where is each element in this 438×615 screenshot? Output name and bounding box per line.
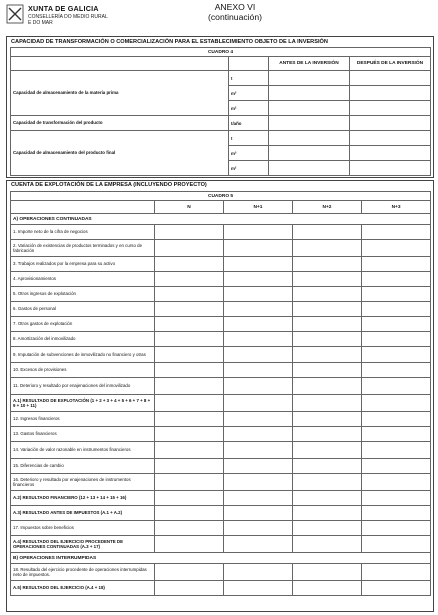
row-raw-material-storage: Capacidad de almacenamiento de la materia prima <box>11 71 229 116</box>
department-name <box>28 14 108 26</box>
amount-input-cell[interactable] <box>155 378 224 395</box>
amount-input-cell[interactable] <box>155 272 224 287</box>
amount-input-cell[interactable] <box>293 581 362 596</box>
amount-input-cell[interactable] <box>293 302 362 317</box>
amount-input-cell[interactable] <box>293 412 362 427</box>
account-line-label: 5. Otros ingresos de explotación <box>11 287 155 302</box>
amount-input-cell[interactable] <box>293 257 362 272</box>
amount-input-cell[interactable] <box>155 506 224 521</box>
amount-input-cell[interactable] <box>155 332 224 347</box>
amount-input-cell[interactable] <box>155 412 224 427</box>
amount-input-cell[interactable] <box>224 412 293 427</box>
amount-input-cell[interactable] <box>293 442 362 459</box>
org-name: XUNTA DE GALICIA <box>28 4 99 13</box>
account-line-label: 8. Amortización del inmovilizado <box>11 332 155 347</box>
input-cell[interactable] <box>269 101 350 116</box>
amount-input-cell[interactable] <box>155 363 224 378</box>
unit-cell: m³ <box>229 86 269 101</box>
amount-input-cell[interactable] <box>293 459 362 474</box>
amount-input-cell[interactable] <box>293 317 362 332</box>
row-final-product-storage: Capacidad de almacenamiento del producto final <box>11 131 229 176</box>
amount-input-cell[interactable] <box>293 287 362 302</box>
amount-input-cell[interactable] <box>362 363 431 378</box>
amount-input-cell[interactable] <box>293 427 362 442</box>
amount-input-cell[interactable] <box>293 272 362 287</box>
account-line-label: 15. Diferencias de cambio <box>11 459 155 474</box>
amount-input-cell[interactable] <box>293 240 362 257</box>
account-line-label: 7. Otros gastos de explotación <box>11 317 155 332</box>
input-cell[interactable] <box>350 131 431 146</box>
input-cell[interactable] <box>269 146 350 161</box>
input-cell[interactable] <box>269 131 350 146</box>
amount-input-cell[interactable] <box>293 536 362 553</box>
amount-input-cell[interactable] <box>362 459 431 474</box>
group-b-header: B) OPERACIONES INTERRUMPIDAS <box>11 553 431 564</box>
input-cell[interactable] <box>269 116 350 131</box>
amount-input-cell[interactable] <box>224 491 293 506</box>
amount-input-cell[interactable] <box>293 363 362 378</box>
input-cell[interactable] <box>269 71 350 86</box>
amount-input-cell[interactable] <box>362 412 431 427</box>
unit-cell: m² <box>229 101 269 116</box>
group-a-header: A) OPERACIONES CONTINUADAS <box>11 214 431 225</box>
year-col-header: N+3 <box>362 201 431 214</box>
amount-input-cell[interactable] <box>224 581 293 596</box>
amount-input-cell[interactable] <box>293 506 362 521</box>
amount-input-cell[interactable] <box>293 521 362 536</box>
amount-input-cell[interactable] <box>155 474 224 491</box>
amount-input-cell[interactable] <box>362 491 431 506</box>
amount-input-cell[interactable] <box>224 378 293 395</box>
unit-cell: t <box>229 131 269 146</box>
amount-input-cell[interactable] <box>224 363 293 378</box>
amount-input-cell[interactable] <box>224 225 293 240</box>
amount-input-cell[interactable] <box>224 302 293 317</box>
income-statement-title: CUENTA DE EXPLOTACIÓN DE LA EMPRESA (INCLUYENDO PROYECTO) <box>11 182 207 188</box>
amount-input-cell[interactable] <box>362 347 431 363</box>
account-line-label: 4. Aprovisionamientos <box>11 272 155 287</box>
input-cell[interactable] <box>350 146 431 161</box>
amount-input-cell[interactable] <box>155 427 224 442</box>
document-header <box>4 2 434 36</box>
account-line-label: 13. Gastos financieros <box>11 427 155 442</box>
amount-input-cell[interactable] <box>155 225 224 240</box>
amount-input-cell[interactable] <box>155 536 224 553</box>
amount-input-cell[interactable] <box>224 317 293 332</box>
amount-input-cell[interactable] <box>362 317 431 332</box>
amount-input-cell[interactable] <box>155 302 224 317</box>
amount-input-cell[interactable] <box>155 459 224 474</box>
amount-input-cell[interactable] <box>155 317 224 332</box>
amount-input-cell[interactable] <box>224 257 293 272</box>
amount-input-cell[interactable] <box>224 459 293 474</box>
amount-input-cell[interactable] <box>155 491 224 506</box>
unit-cell: m³ <box>229 146 269 161</box>
capacity-section <box>6 36 434 178</box>
amount-input-cell[interactable] <box>362 427 431 442</box>
amount-input-cell[interactable] <box>362 225 431 240</box>
cuadro-4-table <box>10 47 431 176</box>
amount-input-cell[interactable] <box>362 474 431 491</box>
amount-input-cell[interactable] <box>362 581 431 596</box>
amount-input-cell[interactable] <box>224 506 293 521</box>
amount-input-cell[interactable] <box>224 427 293 442</box>
amount-input-cell[interactable] <box>224 287 293 302</box>
amount-input-cell[interactable] <box>224 395 293 412</box>
annex-subtitle: (continuación) <box>208 12 262 22</box>
account-line-label: 12. Ingresos financieros <box>11 412 155 427</box>
annex-title: ANEXO VI <box>214 2 256 12</box>
col-after-investment: DESPUÉS DE LA INVERSIÓN <box>350 57 431 71</box>
amount-input-cell[interactable] <box>155 564 224 581</box>
amount-input-cell[interactable] <box>155 287 224 302</box>
amount-input-cell[interactable] <box>362 302 431 317</box>
amount-input-cell[interactable] <box>224 272 293 287</box>
input-cell[interactable] <box>350 101 431 116</box>
amount-input-cell[interactable] <box>293 474 362 491</box>
year-col-header: N+1 <box>224 201 293 214</box>
amount-input-cell[interactable] <box>224 521 293 536</box>
amount-input-cell[interactable] <box>155 257 224 272</box>
amount-input-cell[interactable] <box>224 474 293 491</box>
account-line-label: A.5) RESULTADO DEL EJERCICIO (A.4 + 18) <box>11 581 155 596</box>
amount-input-cell[interactable] <box>224 536 293 553</box>
header-empty-cell <box>11 201 155 214</box>
department-line-1: CONSELLERÍA DO MEDIO RURAL <box>28 14 108 20</box>
annex-title-block <box>200 2 270 22</box>
account-line-label: 14. Variación de valor razonable en instrumentos financieros <box>11 442 155 459</box>
amount-input-cell[interactable] <box>362 240 431 257</box>
amount-input-cell[interactable] <box>155 240 224 257</box>
input-cell[interactable] <box>350 116 431 131</box>
amount-input-cell[interactable] <box>155 395 224 412</box>
amount-input-cell[interactable] <box>155 521 224 536</box>
col-before-investment: ANTES DE LA INVERSIÓN <box>269 57 350 71</box>
row-product-transformation: Capacidad de transformación del producto <box>11 116 229 131</box>
account-line-label: 1. Importe neto de la cifra de negocios <box>11 225 155 240</box>
account-line-label: A.4) RESULTADO DEL EJERCICIO PROCEDENTE DE OPERACIONES CONTINUADAS (A.3 + 17) <box>11 536 155 553</box>
amount-input-cell[interactable] <box>362 521 431 536</box>
account-line-label: 18. Resultado del ejercicio procedente de operaciones interrumpidas neto de impuestos. <box>11 564 155 581</box>
account-line-label: 11. Deterioro y resultado por enajenaciones del inmovilizado <box>11 378 155 395</box>
amount-input-cell[interactable] <box>155 347 224 363</box>
amount-input-cell[interactable] <box>293 347 362 363</box>
amount-input-cell[interactable] <box>362 257 431 272</box>
amount-input-cell[interactable] <box>293 378 362 395</box>
account-line-label: 2. Variación de existencias de productos terminados y en curso de fabricación <box>11 240 155 257</box>
input-cell[interactable] <box>269 86 350 101</box>
unit-cell: t <box>229 71 269 86</box>
input-cell[interactable] <box>350 161 431 176</box>
amount-input-cell[interactable] <box>362 506 431 521</box>
input-cell[interactable] <box>269 161 350 176</box>
year-col-header: N+2 <box>293 201 362 214</box>
amount-input-cell[interactable] <box>362 378 431 395</box>
amount-input-cell[interactable] <box>362 272 431 287</box>
unit-cell: m² <box>229 161 269 176</box>
department-line-2: E DO MAR <box>28 20 53 26</box>
amount-input-cell[interactable] <box>362 332 431 347</box>
input-cell[interactable] <box>350 86 431 101</box>
header-unit-cell <box>229 57 269 71</box>
amount-input-cell[interactable] <box>362 442 431 459</box>
amount-input-cell[interactable] <box>224 564 293 581</box>
cuadro-5-caption: CUADRO 5 <box>11 192 431 201</box>
amount-input-cell[interactable] <box>224 347 293 363</box>
amount-input-cell[interactable] <box>362 536 431 553</box>
account-line-label: 6. Gastos de personal <box>11 302 155 317</box>
amount-input-cell[interactable] <box>224 240 293 257</box>
account-line-label: A.1) RESULTADO DE EXPLOTACIÓN (1 + 2 + 3 + 4 + 5 + 6 + 7 + 8 + 9 + 10 + 11) <box>11 395 155 412</box>
account-line-label: 9. Imputación de subvenciones de inmovilizado no financiero y otras <box>11 347 155 363</box>
account-line-label: A.3) RESULTADO ANTES DE IMPUESTOS (A.1 + A.2) <box>11 506 155 521</box>
cuadro-5-table <box>10 191 431 596</box>
unit-cell: t/año <box>229 116 269 131</box>
amount-input-cell[interactable] <box>224 332 293 347</box>
income-statement-section <box>6 180 434 612</box>
year-col-header: N <box>155 201 224 214</box>
amount-input-cell[interactable] <box>155 442 224 459</box>
amount-input-cell[interactable] <box>362 564 431 581</box>
account-line-label: 3. Trabajos realizados por la empresa para su activo <box>11 257 155 272</box>
account-line-label: 17. Impuestos sobre beneficios <box>11 521 155 536</box>
input-cell[interactable] <box>350 71 431 86</box>
amount-input-cell[interactable] <box>362 395 431 412</box>
account-line-label: A.2) RESULTADO FINANCIERO (12 + 13 + 14 + 15 + 16) <box>11 491 155 506</box>
amount-input-cell[interactable] <box>362 287 431 302</box>
amount-input-cell[interactable] <box>293 332 362 347</box>
capacity-section-title: CAPACIDAD DE TRANSFORMACIÓN O COMERCIALIZACIÓN PARA EL ESTABLECIMIENTO OBJETO DE LA INVERSIÓN <box>11 39 328 45</box>
amount-input-cell[interactable] <box>293 225 362 240</box>
header-empty-cell <box>11 57 229 71</box>
amount-input-cell[interactable] <box>293 564 362 581</box>
amount-input-cell[interactable] <box>155 581 224 596</box>
cuadro-4-caption: CUADRO 4 <box>11 48 431 57</box>
amount-input-cell[interactable] <box>293 491 362 506</box>
amount-input-cell[interactable] <box>224 442 293 459</box>
account-line-label: 16. Deterioro y resultado por enajenaciones de instrumentos financieros <box>11 474 155 491</box>
amount-input-cell[interactable] <box>293 395 362 412</box>
account-line-label: 10. Excesos de provisiones <box>11 363 155 378</box>
